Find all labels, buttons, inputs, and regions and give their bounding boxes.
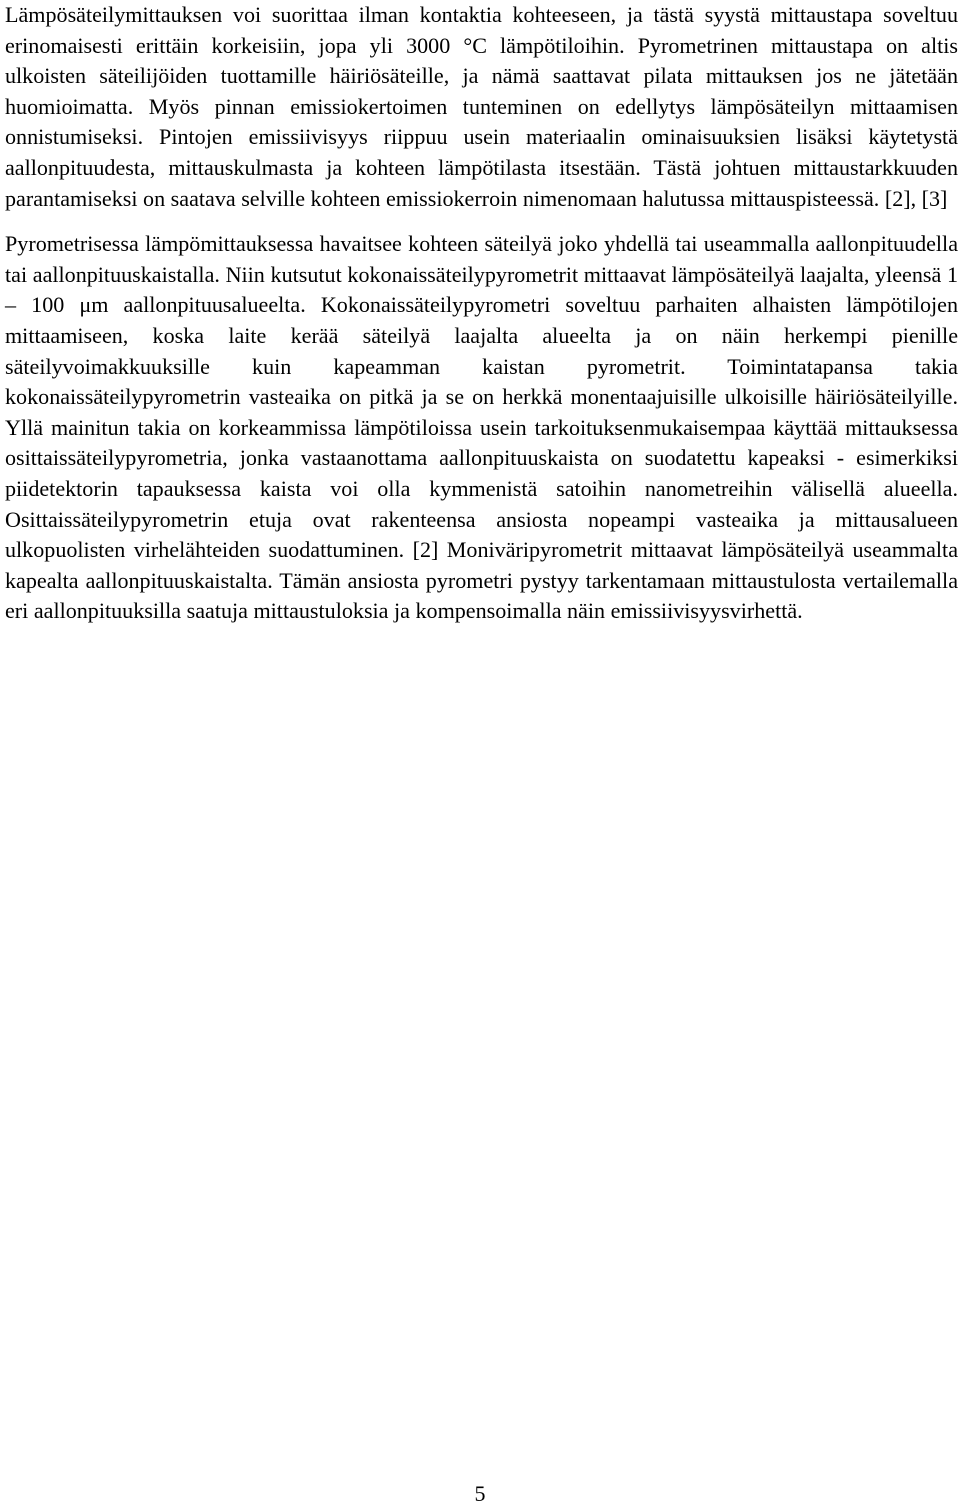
paragraph-pyrometer-types: Pyrometrisessa lämpömittauksessa havaitsee kohteen säteilyä joko yhdellä tai useammalla aallonpituudella tai aallonpituuskaistalla. Niin kutsutut kokonaissäteilypyrometrit mittaavat lämpösäteilyä laajalta, yleensä 1 – 100 μm aallonpituusalueelta. Kokonaissäteilypyrometri soveltuu parhaiten alhaisten lämpötilojen mittaamiseen, koska laite kerää säteilyä laajalta alueelta ja on näin herkempi pienille säteilyvoimakkuuksille kuin kapeamman kaistan pyrometrit. Toimintatapansa takia kokonaissäteilypyrometrin vasteaika on pitkä ja se on herkkä monentaajuisille ulkoisille häiriösäteilyille. Yllä mainitun takia on korkeammissa lämpötiloissa usein tarkoituksenmukaisempaa käyttää mittauksessa osittaissäteilypyrometria, jonka vastaanottama aallonpituuskaista on suodatettu kapeaksi - esimerkiksi piidetektorin tapauksessa kaista voi olla kymmenistä satoihin nanometreihin välisellä alueella. Osittaissäteilypyrometrin etuja ovat rakenteensa ansiosta nopeampi vasteaika ja mittausalueen ulkopuolisten virhelähteiden suodattuminen. [2] Moniväripyrometrit mittaavat lämpösäteilyä useammalta kapealta aallonpituuskaistalta. Tämän ansiosta pyrometri pystyy tarkentamaan mittaustulosta vertailemalla eri aallonpituuksilla saatuja mittaustuloksia ja kompensoimalla näin emissiivisyysvirhettä.	[5, 231, 958, 624]
page-body	[5, 0, 958, 627]
paragraph-thermal-radiation-measurement: Lämpösäteilymittauksen voi suorittaa ilman kontaktia kohteeseen, ja tästä syystä mittaustapa soveltuu erinomaisesti erittäin korkeisiin, jopa yli 3000 °C lämpötiloihin. Pyrometrinen mittaustapa on altis ulkoisten säteilijöiden tuottamille häiriösäteille, ja nämä saattavat pilata mittauksen jos ne jätetään huomioimatta. Myös pinnan emissiokertoimen tunteminen on edellytys lämpösäteilyn mittaamisen onnistumiseksi. Pintojen emissiivisyys riippuu usein materiaalin ominaisuuksien lisäksi käytetystä aallonpituudesta, mittauskulmasta ja kohteen lämpötilasta itsestään. Tästä johtuen mittaustarkkuuden parantamiseksi on saatava selville kohteen emissiokerroin nimenomaan halutussa mittauspisteessä. [2], [3]	[5, 2, 958, 211]
page-number: 5	[474, 1481, 486, 1506]
